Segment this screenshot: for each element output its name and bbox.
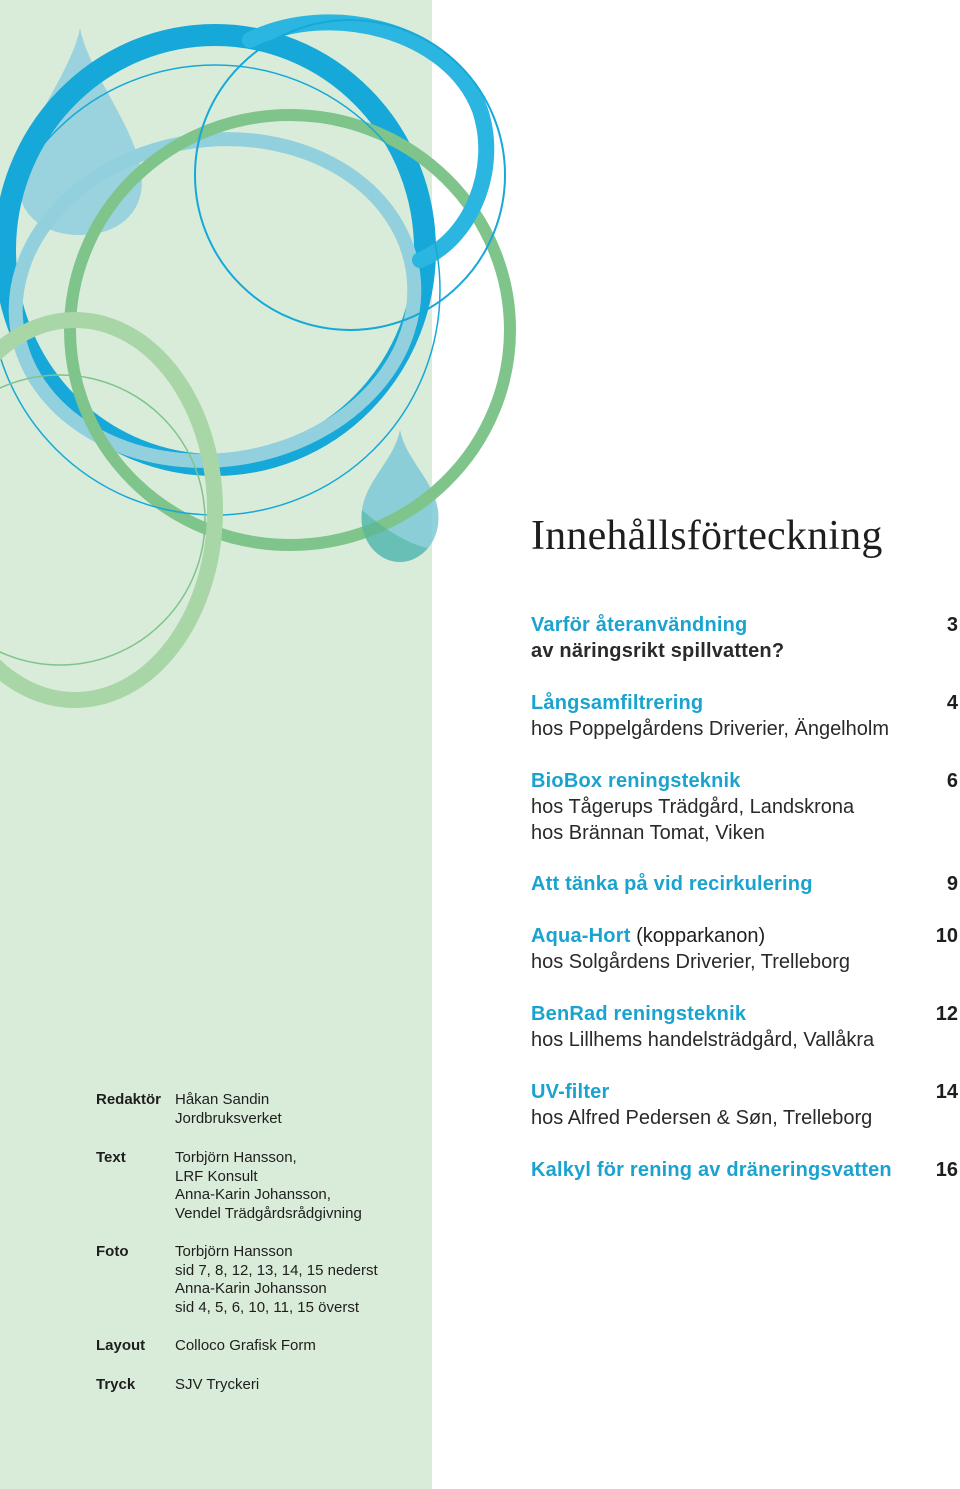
toc-entry-page: 12 <box>935 1003 958 1025</box>
toc-entry-location: hos Solgårdens Driverier, Trelleborg <box>531 951 851 973</box>
toc-entry <box>531 871 960 897</box>
credit-line: Anna-Karin Johansson, <box>175 1186 331 1203</box>
toc-entry-location: hos Lillhems handelsträdgård, Vallåkra <box>531 1029 875 1051</box>
credit-line: Anna-Karin Johansson <box>175 1280 327 1297</box>
toc-entry-note: (kopparkanon) <box>630 925 766 947</box>
credit-line: Colloco Grafisk Form <box>175 1337 316 1354</box>
toc-entry-title: BenRad reningsteknik <box>531 1003 747 1025</box>
toc-entry <box>531 1157 960 1183</box>
toc-entry-page: 16 <box>935 1159 958 1181</box>
toc-entry-page: 14 <box>935 1081 958 1103</box>
credit-label: Redaktör <box>96 1091 162 1108</box>
toc-entry-location: hos Poppelgårdens Driverier, Ängelholm <box>531 718 889 740</box>
toc-entry-title: Att tänka på vid recirkulering <box>531 873 813 895</box>
credit-line: LRF Konsult <box>175 1167 258 1185</box>
credit-label: Tryck <box>96 1376 136 1393</box>
toc-entry-title: Kalkyl för rening av dräneringsvatten <box>531 1159 892 1181</box>
toc-entry-page: 4 <box>946 692 958 714</box>
toc-entry <box>531 768 960 846</box>
credit-line: Torbjörn Hansson <box>175 1243 293 1260</box>
toc-entry-title: UV-filter <box>531 1081 610 1103</box>
credit-line: Håkan Sandin <box>175 1091 270 1108</box>
toc-entry-location: hos Alfred Pedersen & Søn, Trelleborg <box>531 1107 873 1129</box>
toc-entry <box>531 690 960 742</box>
toc-entry-location: hos Brännan Tomat, Viken <box>531 822 765 844</box>
toc-entry <box>531 923 960 975</box>
toc-entry-title: Aqua-Hort <box>531 925 631 947</box>
credit-line: SJV Tryckeri <box>175 1376 260 1393</box>
toc-entry-title: BioBox reningsteknik <box>531 770 741 792</box>
toc-entry-page: 3 <box>946 614 958 636</box>
credit-line: Jordbruksverket <box>175 1109 282 1127</box>
toc-entry-page: 10 <box>935 925 958 947</box>
toc-entry-page: 9 <box>946 873 958 895</box>
credit-label: Foto <box>96 1243 129 1260</box>
credit-line: Vendel Trädgårdsrådgivning <box>175 1204 362 1222</box>
toc-entry-title: Långsamfiltrering <box>531 692 704 714</box>
credit-line: sid 7, 8, 12, 13, 14, 15 nederst <box>175 1261 378 1279</box>
toc-entry-page: 6 <box>946 770 958 792</box>
credit-line: sid 4, 5, 6, 10, 11, 15 överst <box>175 1298 359 1316</box>
credit-line: Torbjörn Hansson, <box>175 1149 297 1166</box>
credit-label: Text <box>96 1149 126 1166</box>
page-title: Innehållsförteckning <box>531 513 883 559</box>
toc-entry <box>531 612 960 664</box>
toc-entry <box>531 1001 960 1053</box>
toc-entry-location: hos Tågerups Trädgård, Landskrona <box>531 796 855 818</box>
toc-entry-subtitle: av näringsrikt spillvatten? <box>531 640 785 662</box>
credit-label: Layout <box>96 1337 146 1354</box>
toc-entry-title: Varför återanvändning <box>531 614 748 636</box>
toc-entry <box>531 1079 960 1131</box>
